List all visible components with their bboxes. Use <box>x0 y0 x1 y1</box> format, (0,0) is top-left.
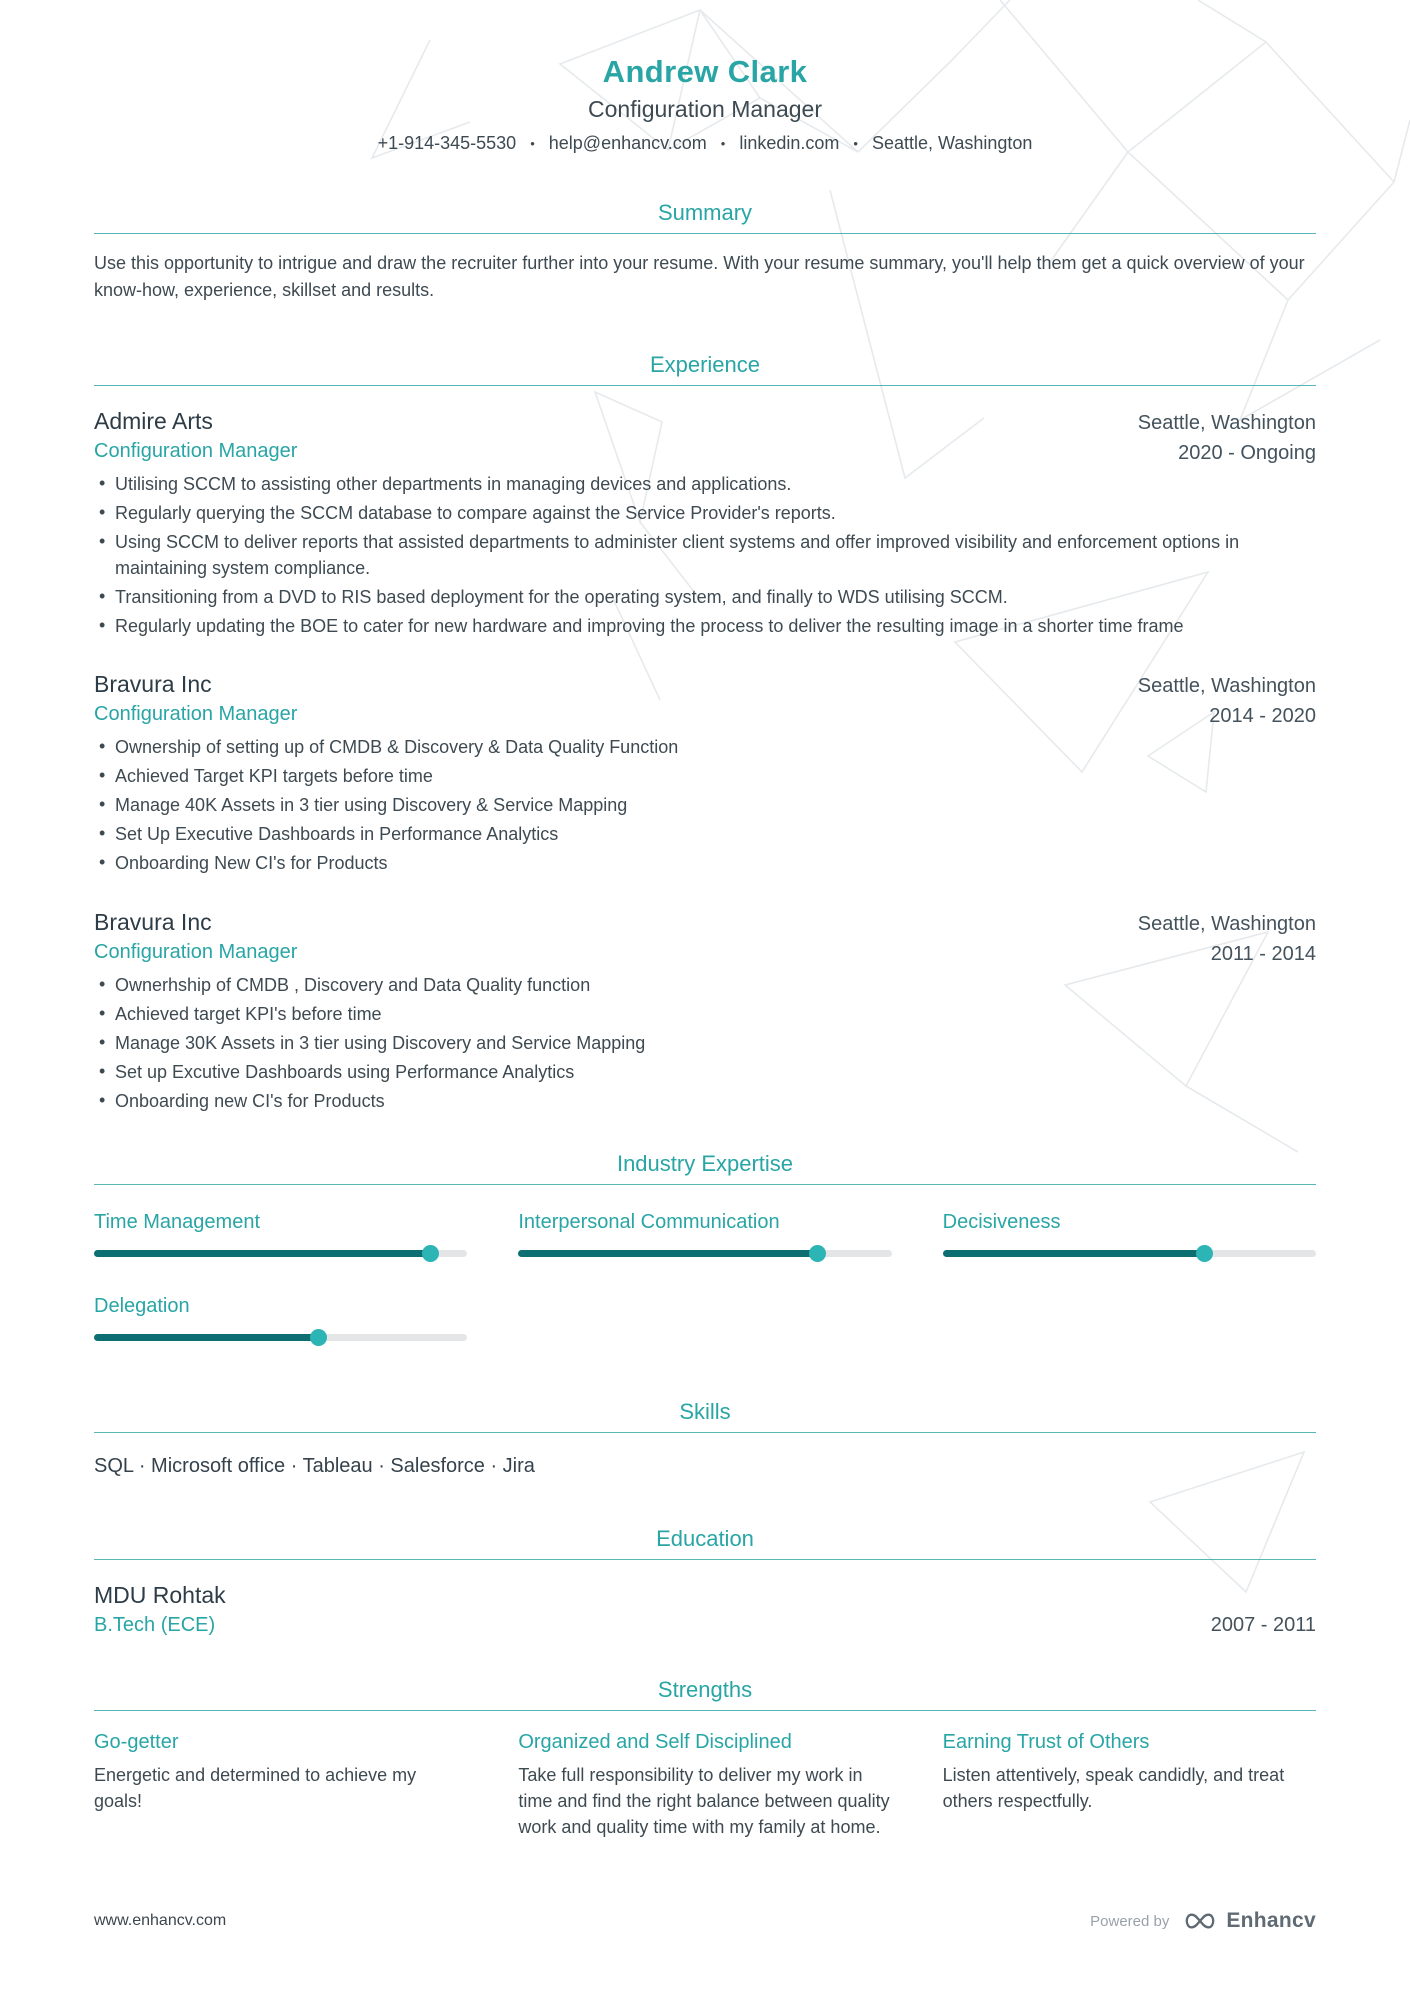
experience-heading: Experience <box>649 352 761 377</box>
expertise-label: Interpersonal Communication <box>518 1210 780 1233</box>
strength-item <box>943 1731 1316 1814</box>
education-dates: 2007 - 2011 <box>1210 1613 1316 1636</box>
experience-entry-header <box>94 408 1316 472</box>
strengths-section <box>94 1677 1316 1840</box>
slider-knob-icon <box>1196 1245 1213 1262</box>
summary-section <box>94 200 1316 304</box>
slider-knob-icon <box>809 1245 826 1262</box>
slider-knob-icon <box>310 1329 327 1346</box>
strength-title: Organized and Self Disciplined <box>518 1730 792 1753</box>
experience-entry-header <box>94 909 1316 973</box>
experience-entry-header <box>94 671 1316 735</box>
slider-fill <box>94 1334 318 1341</box>
job-dates: 2011 - 2014 <box>1210 942 1316 965</box>
section-divider <box>94 1559 1316 1560</box>
contact-separator-icon: • <box>530 136 535 151</box>
experience-section <box>94 352 1316 1115</box>
infinity-logo-icon <box>1181 1910 1219 1932</box>
slider-fill <box>94 1250 430 1257</box>
expertise-item-time-management <box>94 1211 467 1257</box>
job-bullet: • Manage 30K Assets in 3 tier using Discovery and Service Mapping <box>94 1031 1316 1057</box>
candidate-title: Configuration Manager <box>588 96 822 122</box>
job-bullet: • Ownerhship of CMDB , Discovery and Data Quality function <box>94 973 1316 999</box>
school-name: MDU Rohtak <box>94 1581 226 1608</box>
skills-section <box>94 1399 1316 1478</box>
job-bullet: • Using SCCM to deliver reports that assisted departments to administer client systems and offer improved visibility and enforcement options in maintaining system compliance. <box>94 530 1316 582</box>
industry-expertise-section <box>94 1151 1316 1341</box>
company-name: Bravura Inc <box>94 671 212 698</box>
strength-title: Go-getter <box>94 1730 179 1753</box>
section-divider <box>94 1432 1316 1433</box>
expertise-label: Time Management <box>94 1210 260 1233</box>
slider-track <box>94 1250 467 1257</box>
job-title: Configuration Manager <box>94 440 298 462</box>
strengths-heading: Strengths <box>657 1676 753 1702</box>
job-location: Seattle, Washington <box>1137 912 1316 935</box>
job-bullet: • Set Up Executive Dashboards in Performance Analytics <box>94 822 1316 848</box>
education-entry <box>94 1582 1316 1637</box>
job-location: Seattle, Washington <box>1137 412 1316 434</box>
job-bullet-list <box>94 735 1316 877</box>
job-bullet: • Onboarding New CI's for Products <box>94 851 1316 877</box>
education-section <box>94 1526 1316 1637</box>
job-bullet: • Manage 40K Assets in 3 tier using Discovery & Service Mapping <box>94 793 1316 819</box>
education-heading: Education <box>656 1525 754 1551</box>
job-bullet: • Onboarding new CI's for Products <box>94 1089 1316 1115</box>
job-bullet: • Achieved Target KPI targets before time <box>94 764 1316 790</box>
strength-title: Earning Trust of Others <box>942 1730 1150 1753</box>
job-bullet-list <box>94 973 1316 1115</box>
contact-row <box>94 133 1316 154</box>
expertise-item-decisiveness <box>943 1211 1316 1257</box>
strength-item <box>94 1731 467 1814</box>
section-divider <box>94 233 1316 234</box>
job-bullet-list <box>94 472 1316 639</box>
company-name: Bravura Inc <box>94 908 212 935</box>
experience-entry <box>94 671 1316 877</box>
contact-email[interactable]: help@enhancv.com <box>548 133 707 153</box>
contact-separator-icon: • <box>853 136 858 151</box>
contact-linkedin[interactable]: linkedin.com <box>739 133 840 153</box>
experience-entry <box>94 408 1316 639</box>
expertise-item-delegation <box>94 1295 467 1341</box>
website-link[interactable]: www.enhancv.com <box>94 1912 227 1929</box>
enhancv-logo[interactable] <box>1181 1909 1316 1933</box>
job-bullet: • Set up Excutive Dashboards using Performance Analytics <box>94 1060 1316 1086</box>
contact-location: Seattle, Washington <box>871 133 1033 153</box>
job-dates: 2020 - Ongoing <box>1178 442 1316 464</box>
company-name: Admire Arts <box>94 408 213 434</box>
experience-entry <box>94 909 1316 1115</box>
skills-heading: Skills <box>679 1398 731 1424</box>
slider-track <box>518 1250 891 1257</box>
section-divider <box>94 1184 1316 1185</box>
section-divider <box>94 1710 1316 1711</box>
job-bullet: • Transitioning from a DVD to RIS based deployment for the operating system, and finally to WDS utilising SCCM. <box>94 585 1316 611</box>
brand-name: Enhancv <box>1226 1909 1316 1932</box>
job-title: Configuration Manager <box>94 940 298 963</box>
job-bullet: • Regularly querying the SCCM database to compare against the Service Provider's reports. <box>94 501 1316 527</box>
expertise-label: Delegation <box>94 1294 190 1317</box>
skills-list: SQL · Microsoft office · Tableau · Salesforce · Jira <box>94 1454 535 1477</box>
strength-text: Take full responsibility to deliver my work in time and find the right balance between quality work and quality time with my family at home. <box>518 1764 890 1837</box>
expertise-grid <box>94 1211 1316 1341</box>
summary-text: Use this opportunity to intrigue and draw the recruiter further into your resume. With your resume summary, you'll help them get a quick overview of your know-how, experience, skillset and results. <box>94 253 1305 300</box>
degree: B.Tech (ECE) <box>94 1613 216 1636</box>
industry-expertise-heading: Industry Expertise <box>616 1150 794 1176</box>
contact-separator-icon: • <box>720 136 726 151</box>
powered-by <box>1090 1909 1316 1933</box>
powered-by-label: Powered by <box>1090 1912 1170 1930</box>
candidate-name: Andrew Clark <box>602 54 808 89</box>
slider-track <box>94 1334 467 1341</box>
strength-text: Energetic and determined to achieve my goals! <box>94 1764 417 1811</box>
job-dates: 2014 - 2020 <box>1209 705 1316 728</box>
expertise-item-interpersonal-communication <box>518 1211 891 1257</box>
slider-fill <box>943 1250 1204 1257</box>
job-bullet: • Regularly updating the BOE to cater for new hardware and improving the process to deliver the resulting image in a shorter time frame <box>94 614 1316 640</box>
slider-knob-icon <box>422 1245 439 1262</box>
strength-text: Listen attentively, speak candidly, and treat others respectfully. <box>942 1764 1285 1811</box>
slider-fill <box>518 1250 817 1257</box>
resume-header <box>94 54 1316 154</box>
job-bullet: • Ownership of setting up of CMDB & Discovery & Data Quality Function <box>94 735 1316 761</box>
slider-track <box>943 1250 1316 1257</box>
job-location: Seattle, Washington <box>1137 675 1316 698</box>
page-footer <box>94 1909 1316 1933</box>
section-divider <box>94 385 1316 386</box>
job-bullet: • Achieved target KPI's before time <box>94 1002 1316 1028</box>
job-bullet: • Utilising SCCM to assisting other departments in managing devices and applications. <box>94 472 1316 498</box>
strengths-grid <box>94 1731 1316 1840</box>
summary-heading: Summary <box>657 200 753 225</box>
strength-item <box>518 1731 891 1840</box>
contact-phone: +1-914-345-5530 <box>377 133 517 153</box>
expertise-label: Decisiveness <box>942 1210 1061 1233</box>
job-title: Configuration Manager <box>94 703 298 726</box>
